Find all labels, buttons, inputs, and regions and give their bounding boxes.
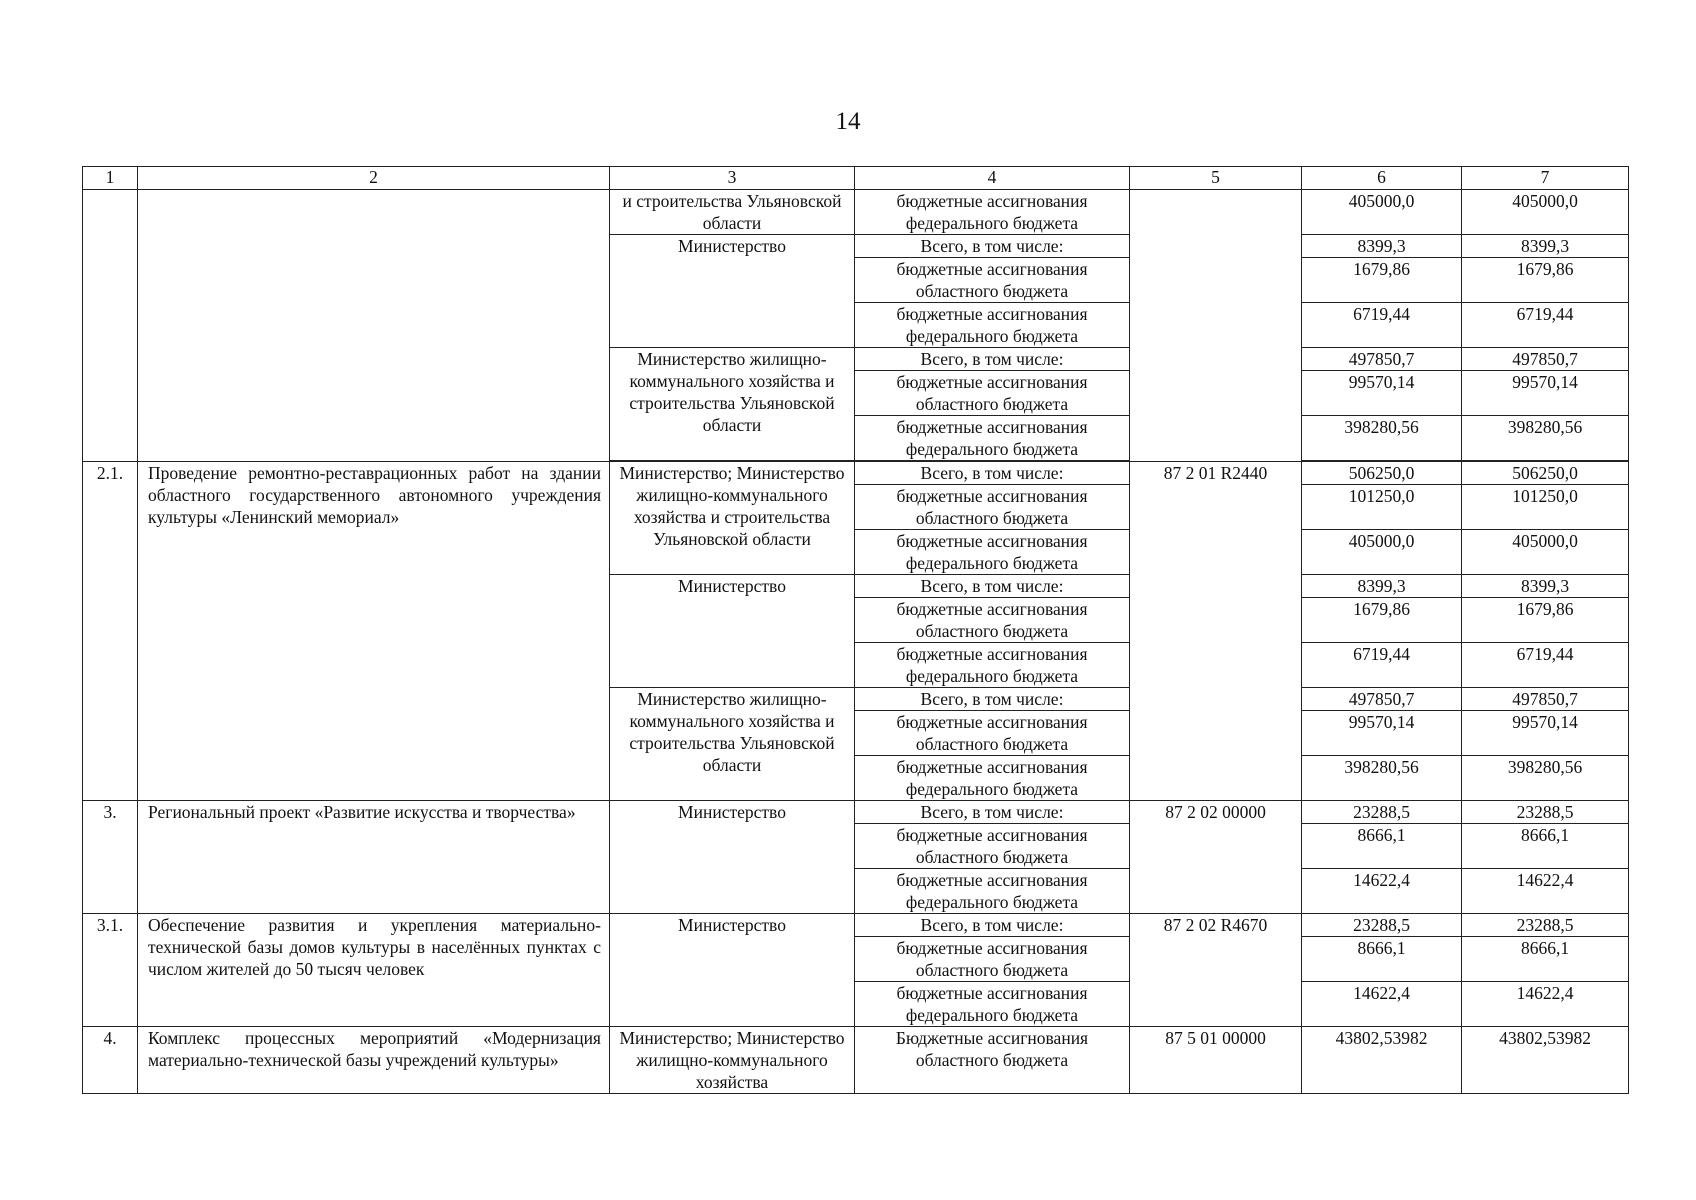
header-col-3: 3 bbox=[610, 167, 855, 190]
table-row bbox=[83, 801, 1629, 824]
cell-name: Проведение ремонтно-реставрационных работ на здании областного государственного автономного учреждения культуры «Ленинский мемориал» bbox=[138, 462, 610, 801]
cell-source: бюджетные ассигнования областного бюджета bbox=[855, 711, 1130, 756]
cell-value: 6719,44 bbox=[1462, 643, 1629, 688]
cell-name: Обеспечение развития и укрепления материально-технической базы домов культуры в населённых пунктах с числом жителей до 50 тысяч человек bbox=[138, 914, 610, 1027]
cell-executor: Министерство; Министерство жилищно-коммунального хозяйства и строительства Ульяновской области bbox=[610, 462, 855, 575]
cell-executor: Министерство жилищно-коммунального хозяйства и строительства Ульяновской области bbox=[610, 348, 855, 461]
page-number: 14 bbox=[835, 108, 861, 135]
table-row bbox=[83, 462, 1629, 485]
cell-value: 405000,0 bbox=[1302, 530, 1462, 575]
cell-value: 497850,7 bbox=[1302, 688, 1462, 711]
cell-value: 405000,0 bbox=[1462, 530, 1629, 575]
cell-executor: Министерство bbox=[610, 914, 855, 1027]
cell-source: Всего, в том числе: bbox=[855, 688, 1130, 711]
header-col-7: 7 bbox=[1462, 167, 1629, 190]
header-col-6: 6 bbox=[1302, 167, 1462, 190]
cell-value: 6719,44 bbox=[1302, 303, 1462, 348]
cell-value: 398280,56 bbox=[1462, 756, 1629, 801]
cell-value: 1679,86 bbox=[1302, 258, 1462, 303]
cell-value: 23288,5 bbox=[1462, 801, 1629, 824]
cell-value: 23288,5 bbox=[1462, 914, 1629, 937]
cell-value: 497850,7 bbox=[1302, 348, 1462, 371]
cell-source: Всего, в том числе: bbox=[855, 575, 1130, 598]
cell-source: бюджетные ассигнования областного бюджета bbox=[855, 258, 1130, 303]
cell-source: Всего, в том числе: bbox=[855, 462, 1130, 485]
cell-executor: Министерство bbox=[610, 801, 855, 914]
cell-code: 87 2 02 00000 bbox=[1130, 801, 1302, 914]
cell-value: 497850,7 bbox=[1462, 348, 1629, 371]
cell-source: Всего, в том числе: bbox=[855, 914, 1130, 937]
cell-executor: Министерство bbox=[610, 575, 855, 688]
cell-value: 8666,1 bbox=[1302, 937, 1462, 982]
cell-value: 398280,56 bbox=[1302, 756, 1462, 801]
cell-value: 14622,4 bbox=[1462, 982, 1629, 1027]
cell-num: 3.1. bbox=[83, 914, 138, 1027]
cell-source: бюджетные ассигнования областного бюджета bbox=[855, 824, 1130, 869]
cell-value: 8399,3 bbox=[1462, 235, 1629, 258]
cell-value: 497850,7 bbox=[1462, 688, 1629, 711]
cell-value: 405000,0 bbox=[1302, 190, 1462, 235]
table-row bbox=[83, 190, 1629, 235]
cell-source: бюджетные ассигнования областного бюджета bbox=[855, 598, 1130, 643]
cell-value: 14622,4 bbox=[1302, 869, 1462, 914]
cell-source: Всего, в том числе: bbox=[855, 801, 1130, 824]
cell-value: 398280,56 bbox=[1302, 416, 1462, 461]
cell-source: бюджетные ассигнования областного бюджета bbox=[855, 485, 1130, 530]
cell-num: 3. bbox=[83, 801, 138, 914]
cell-source: бюджетные ассигнования областного бюджета bbox=[855, 371, 1130, 416]
cell-source: бюджетные ассигнования федерального бюджета bbox=[855, 190, 1130, 235]
cell-num: 2.1. bbox=[83, 462, 138, 801]
cell-executor: Министерство; Министерство жилищно-коммунального хозяйства bbox=[610, 1027, 855, 1094]
cell-executor: Министерство bbox=[610, 235, 855, 348]
cell-source: Всего, в том числе: bbox=[855, 235, 1130, 258]
cell-source: бюджетные ассигнования федерального бюджета bbox=[855, 643, 1130, 688]
cell-code: 87 2 02 R4670 bbox=[1130, 914, 1302, 1027]
cell-value: 6719,44 bbox=[1302, 643, 1462, 688]
cell-source: Всего, в том числе: bbox=[855, 348, 1130, 371]
cell-source: бюджетные ассигнования федерального бюджета bbox=[855, 756, 1130, 801]
cell-value: 101250,0 bbox=[1462, 485, 1629, 530]
cell-value: 8666,1 bbox=[1302, 824, 1462, 869]
cell-value: 43802,53982 bbox=[1462, 1027, 1629, 1094]
cell-executor: Министерство жилищно-коммунального хозяйства и строительства Ульяновской области bbox=[610, 688, 855, 801]
cell-num bbox=[83, 190, 138, 462]
cell-value: 99570,14 bbox=[1462, 371, 1629, 416]
cell-source: бюджетные ассигнования федерального бюджета bbox=[855, 869, 1130, 914]
cell-value: 8399,3 bbox=[1302, 235, 1462, 258]
cell-source: Бюджетные ассигнования областного бюджета bbox=[855, 1027, 1130, 1094]
cell-num: 4. bbox=[83, 1027, 138, 1094]
cell-name: Региональный проект «Развитие искусства и творчества» bbox=[138, 801, 610, 914]
cell-value: 8399,3 bbox=[1462, 575, 1629, 598]
cell-value: 8666,1 bbox=[1462, 937, 1629, 982]
cell-source: бюджетные ассигнования областного бюджета bbox=[855, 937, 1130, 982]
cell-value: 99570,14 bbox=[1302, 711, 1462, 756]
table-row bbox=[83, 1027, 1629, 1094]
cell-source: бюджетные ассигнования федерального бюджета bbox=[855, 416, 1130, 461]
table-header bbox=[83, 167, 1629, 190]
cell-value: 14622,4 bbox=[1302, 982, 1462, 1027]
cell-value: 99570,14 bbox=[1302, 371, 1462, 416]
cell-source: бюджетные ассигнования федерального бюджета bbox=[855, 530, 1130, 575]
table-row bbox=[83, 914, 1629, 937]
cell-value: 23288,5 bbox=[1302, 801, 1462, 824]
cell-value: 14622,4 bbox=[1462, 869, 1629, 914]
cell-value: 99570,14 bbox=[1462, 711, 1629, 756]
cell-executor: и строительства Ульяновской области bbox=[610, 190, 855, 235]
cell-source: бюджетные ассигнования федерального бюджета bbox=[855, 982, 1130, 1027]
header-col-4: 4 bbox=[855, 167, 1130, 190]
cell-name bbox=[138, 190, 610, 462]
budget-table bbox=[82, 166, 1629, 1094]
cell-value: 506250,0 bbox=[1462, 462, 1629, 485]
cell-value: 8399,3 bbox=[1302, 575, 1462, 598]
cell-value: 1679,86 bbox=[1302, 598, 1462, 643]
cell-value: 101250,0 bbox=[1302, 485, 1462, 530]
cell-code bbox=[1130, 190, 1302, 462]
header-col-2: 2 bbox=[138, 167, 610, 190]
cell-code: 87 5 01 00000 bbox=[1130, 1027, 1302, 1094]
cell-source: бюджетные ассигнования федерального бюджета bbox=[855, 303, 1130, 348]
cell-value: 8666,1 bbox=[1462, 824, 1629, 869]
header-col-5: 5 bbox=[1130, 167, 1302, 190]
cell-value: 23288,5 bbox=[1302, 914, 1462, 937]
cell-value: 1679,86 bbox=[1462, 258, 1629, 303]
cell-value: 6719,44 bbox=[1462, 303, 1629, 348]
cell-value: 405000,0 bbox=[1462, 190, 1629, 235]
cell-value: 43802,53982 bbox=[1302, 1027, 1462, 1094]
header-col-1: 1 bbox=[83, 167, 138, 190]
cell-code: 87 2 01 R2440 bbox=[1130, 462, 1302, 801]
cell-name: Комплекс процессных мероприятий «Модернизация материально-технической базы учреждений культуры» bbox=[138, 1027, 610, 1094]
cell-value: 506250,0 bbox=[1302, 462, 1462, 485]
cell-value: 1679,86 bbox=[1462, 598, 1629, 643]
cell-value: 398280,56 bbox=[1462, 416, 1629, 461]
